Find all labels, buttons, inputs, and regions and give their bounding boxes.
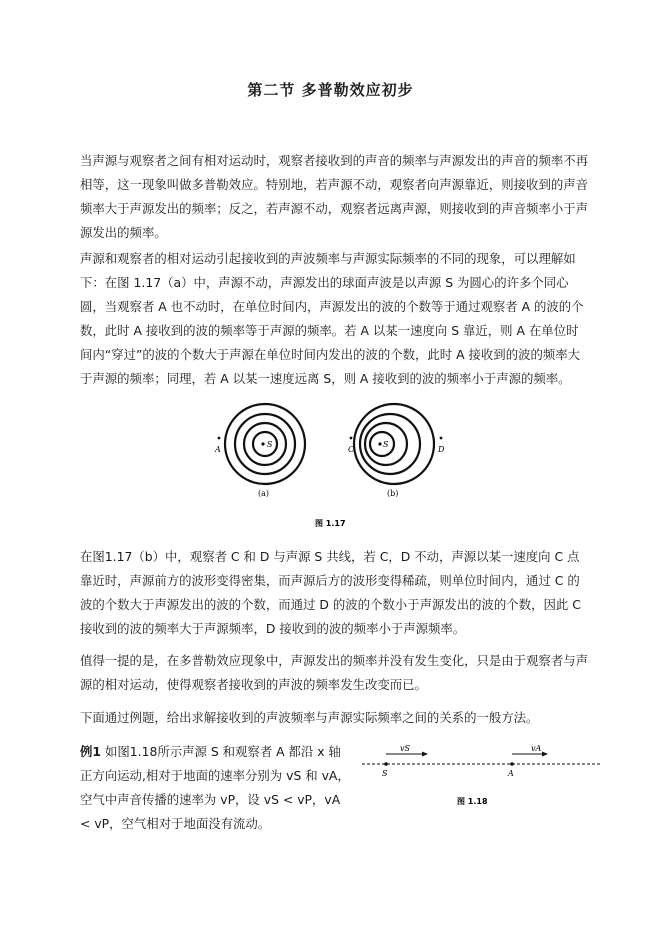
figure-b-circles [354, 404, 434, 484]
paragraph-3: 在图1.17（b）中，观察者 C 和 D 与声源 S 共线，若 C，D 不动，声源以某一速度向 C 点靠近时，声源前方的波形变得密集，而声源后方的波形变得稀疏，则单位时间内，通过 C 的波的个数大于声源发出的波的个数，而通过 D 的波的个数小于声源发出的波的个数，因此 C 接收到的波的频率大于声源频率，D 接收到的波的频率小于声源频率。 [80, 549, 581, 636]
label-vs: vS [400, 744, 410, 753]
example-tag: 例1 [80, 744, 102, 759]
paragraph-2: 声源和观察者的相对运动引起接收到的声波频率与声源实际频率的不同的现象，可以理解如下：在图 1.17（a）中，声源不动，声源发出的球面声波是以声源 S 为圆心的许多个同心圆，当观察者 A 也不动时，在单位时间内，声源发出的波的个数等于通过观察者 A 的波的个数，此时 A 接收到的波的频率等于声源的频率。若 A 以某一速度向 S 靠近，则 A 在单位时间内“穿过”的波的个数大于声源在单位时间内发出的波的个数，此时 A 接收到的波的频率大于声源的频率；同理，若 A 以某一速度远离 S，则 A 接收到的波的频率小于声源的频率。 [80, 251, 584, 386]
figure-1-18 [360, 742, 610, 812]
label-s: S [382, 769, 388, 778]
example-text: 如图1.18所示声源 S 和观察者 A 都沿 x 轴正方向运动,相对于地面的速率分别为 vS 和 vA，空气中声音传播的速率为 vP，设 vS < vP，vA < vP，空气相对于地面没有流动。 [80, 744, 350, 831]
label-s-a: S [267, 440, 273, 449]
label-va: vA [531, 744, 542, 753]
paragraph-4: 值得一提的是，在多普勒效应现象中，声源发出的频率并没有发生变化，只是由于观察者与声源的相对运动，使得观察者接收到的声波的频率发生改变而已。 [80, 653, 589, 692]
figure-1-17 [210, 398, 450, 538]
paragraph-5: 下面通过例题，给出求解接收到的声波频率与声源实际频率之间的关系的一般方法。 [80, 710, 539, 725]
paragraph-1: 当声源与观察者之间有相对运动时，观察者接收到的声音的频率与声源发出的声音的频率不再相等，这一现象叫做多普勒效应。特别地，若声源不动，观察者向声源靠近，则接收到的声音频率大于声源发出的频率；反之，若声源不动，观察者远离声源，则接收到的声音频率小于声源发出的频率。 [80, 153, 589, 240]
figure-a-circles [225, 404, 305, 484]
sub-caption-a: (a) [258, 489, 270, 498]
example-1 [80, 740, 350, 836]
section-title: 第二节 多普勒效应初步 [247, 81, 414, 99]
label-d: D [438, 445, 445, 454]
label-a: A [508, 769, 514, 778]
label-s-b: S [383, 440, 389, 449]
label-c: C [348, 445, 355, 454]
label-a: A [215, 445, 221, 454]
figure-caption-1-18: 图 1.18 [457, 797, 488, 806]
sub-caption-b: (b) [387, 489, 399, 498]
figure-caption-1-17: 图 1.17 [315, 519, 346, 528]
